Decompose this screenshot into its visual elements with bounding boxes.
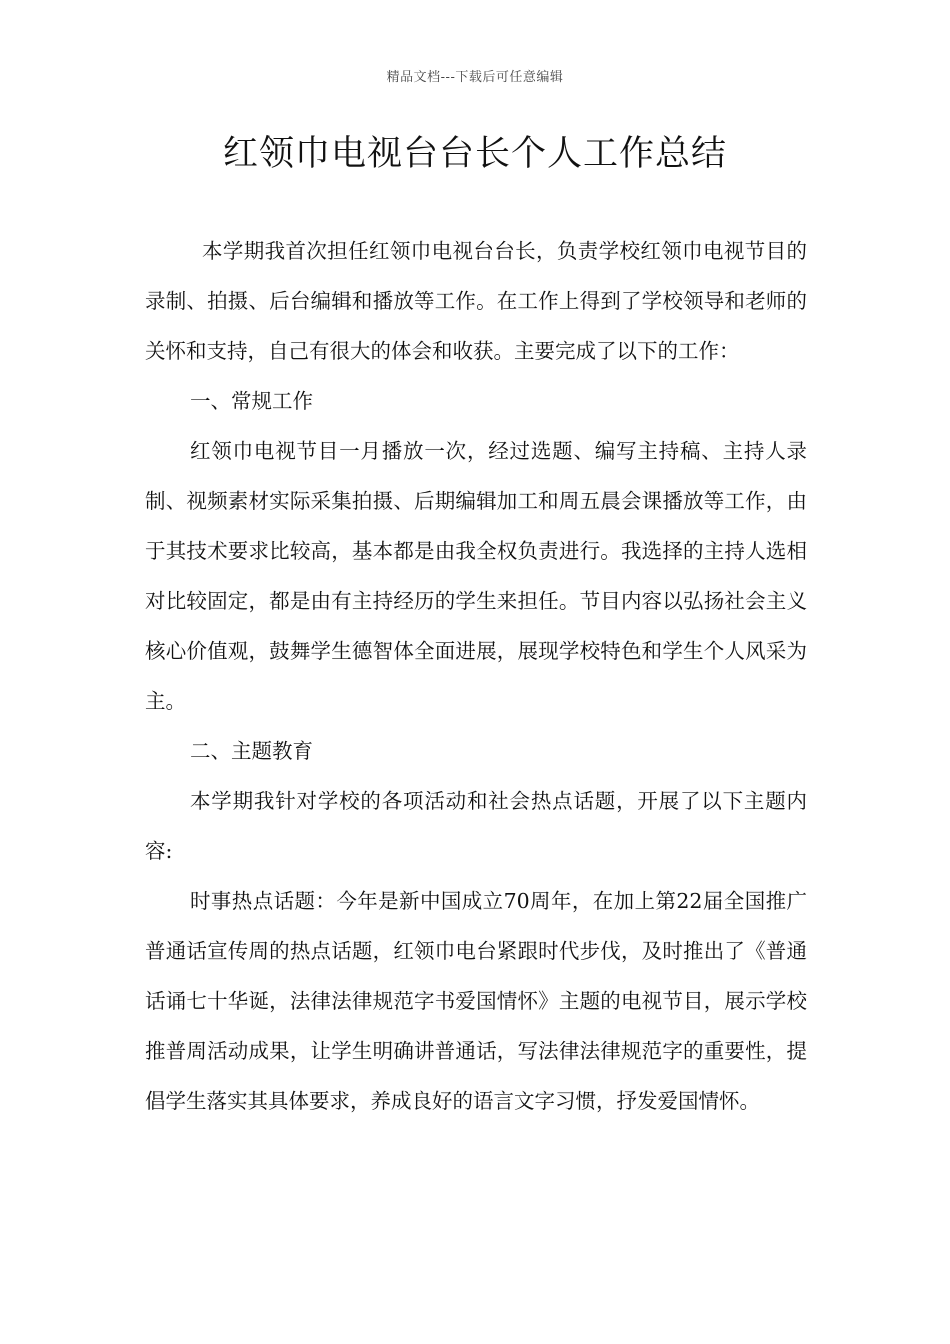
paragraph-routine-work: 红领巾电视节目一月播放一次，经过选题、编写主持稿、主持人录制、视频素材实际采集拍摄、后期编辑加工和周五晨会课播放等工作，由于其技术要求比较高，基本都是由我全权负责进行。我选择的主持人选相对比较固定，都是由有主持经历的学生来担任。节目内容以弘扬社会主义核心价值观，鼓舞学生德智体全面进展，展现学校特色和学生个人风采为主。 (145, 439, 807, 713)
paragraph-current-events: 时事热点话题：今年是新中国成立70周年，在加上第22届全国推广普通话宣传周的热点话题，红领巾电台紧跟时代步伐，及时推出了《普通话诵七十华诞，法律法律规范字书爱国情怀》主题的电视节目，展示学校推普周活动成果，让学生明确讲普通话，写法律法律规范字的重要性，提倡学生落实其具体要求，养成良好的语言文字习惯，抒发爱国情怀。 (145, 889, 807, 1113)
header-note: 精品文档---下载后可任意编辑 (386, 70, 564, 85)
section-heading-theme-education: 二、主题教育 (190, 739, 313, 763)
document-body (145, 226, 807, 1126)
document-title: 红领巾电视台台长个人工作总结 (222, 134, 727, 174)
paragraph-intro: 本学期我首次担任红领巾电视台台长，负责学校红领巾电视节目的录制、拍摄、后台编辑和播放等工作。在工作上得到了学校领导和老师的关怀和支持，自己有很大的体会和收获。主要完成了以下的工作： (145, 239, 807, 363)
paragraph-theme-intro: 本学期我针对学校的各项活动和社会热点话题，开展了以下主题内容: (145, 789, 807, 863)
section-heading-routine-work: 一、常规工作 (190, 389, 313, 413)
